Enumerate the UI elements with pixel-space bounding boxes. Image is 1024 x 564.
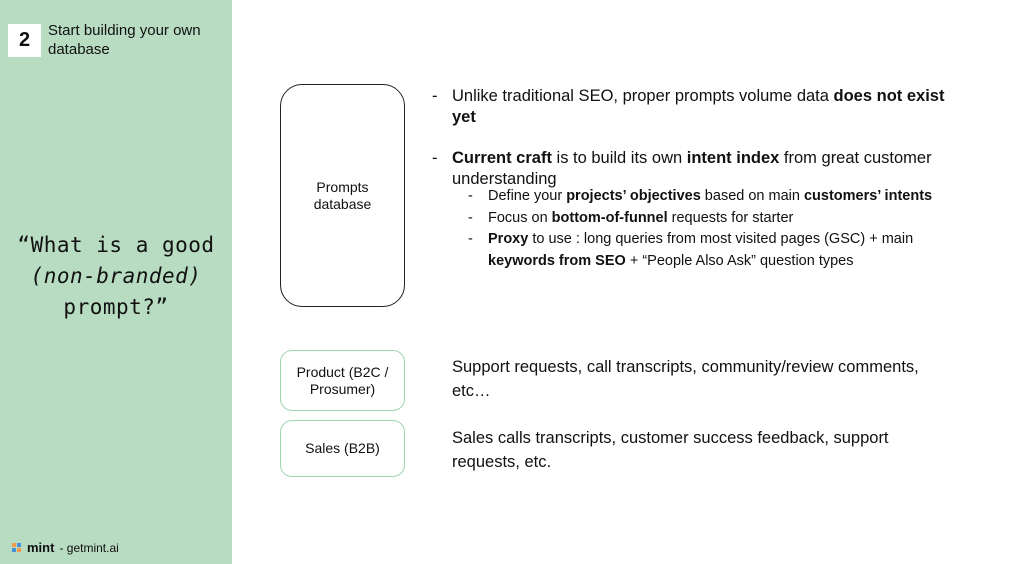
quote-line-3: prompt?” — [63, 295, 169, 319]
product-description: Support requests, call transcripts, community/review comments, etc… — [452, 358, 919, 400]
sub-bullet-bold: keywords from SEO — [488, 252, 626, 269]
sidebar — [0, 0, 232, 564]
step-number-badge: 2 — [8, 24, 41, 57]
prompts-database-label-1: Prompts — [316, 178, 369, 195]
bullet-text: is to build its own — [551, 149, 687, 167]
sales-label: Sales (B2B) — [305, 440, 380, 456]
sub-bullet-text: Define your — [488, 188, 567, 204]
step-title: Start building your own database — [48, 22, 201, 58]
product-label-2: Prosumer) — [309, 380, 376, 397]
bullet-text: Unlike traditional SEO, proper prompts volume data — [452, 87, 834, 105]
sales-description: Sales calls transcripts, customer success feedback, support requests, etc. — [452, 429, 889, 471]
mint-logo-icon — [12, 543, 22, 553]
sub-bullet-bold: Proxy — [488, 231, 529, 247]
bullet-item — [432, 148, 972, 190]
prompts-database-box — [280, 84, 405, 307]
sub-bullet-bold: bottom-of-funnel — [551, 209, 668, 226]
sub-bullet-bold: customers’ intents — [803, 188, 933, 204]
sub-bullet-text: Focus on — [488, 209, 552, 226]
sub-bullet-text: to use : long queries from most visited pages (GSC) + main — [528, 231, 914, 247]
product-box — [280, 350, 405, 411]
quote-line-2: (non-branded) — [30, 264, 202, 288]
sub-bullet-text: based on main — [700, 188, 804, 204]
prompts-database-label-2: database — [313, 195, 372, 212]
sub-bullet-item — [432, 186, 972, 208]
brand-name: mint — [27, 540, 55, 555]
sub-bullet-text: requests for starter — [667, 209, 794, 226]
bullet-bold: does not exist yet — [452, 87, 945, 126]
sub-bullet-bold: projects’ objectives — [566, 188, 701, 204]
sales-box — [280, 420, 405, 477]
bullet-bold: intent index — [686, 149, 780, 167]
bullet-bold: Current craft — [452, 149, 552, 167]
quote-line-1: “What is a good — [17, 233, 215, 257]
sub-bullets — [432, 186, 972, 272]
product-label-1: Product (B2C / — [296, 363, 389, 380]
quote — [0, 230, 232, 323]
bullet-text: from great customer understanding — [452, 149, 932, 188]
sub-bullet-item — [432, 208, 972, 230]
bullet-item — [432, 86, 972, 128]
brand-footer — [12, 540, 119, 555]
brand-site: - getmint.ai — [59, 540, 119, 555]
sub-bullet-text: + “People Also Ask” question types — [625, 252, 854, 269]
sub-bullet-item — [432, 229, 972, 272]
